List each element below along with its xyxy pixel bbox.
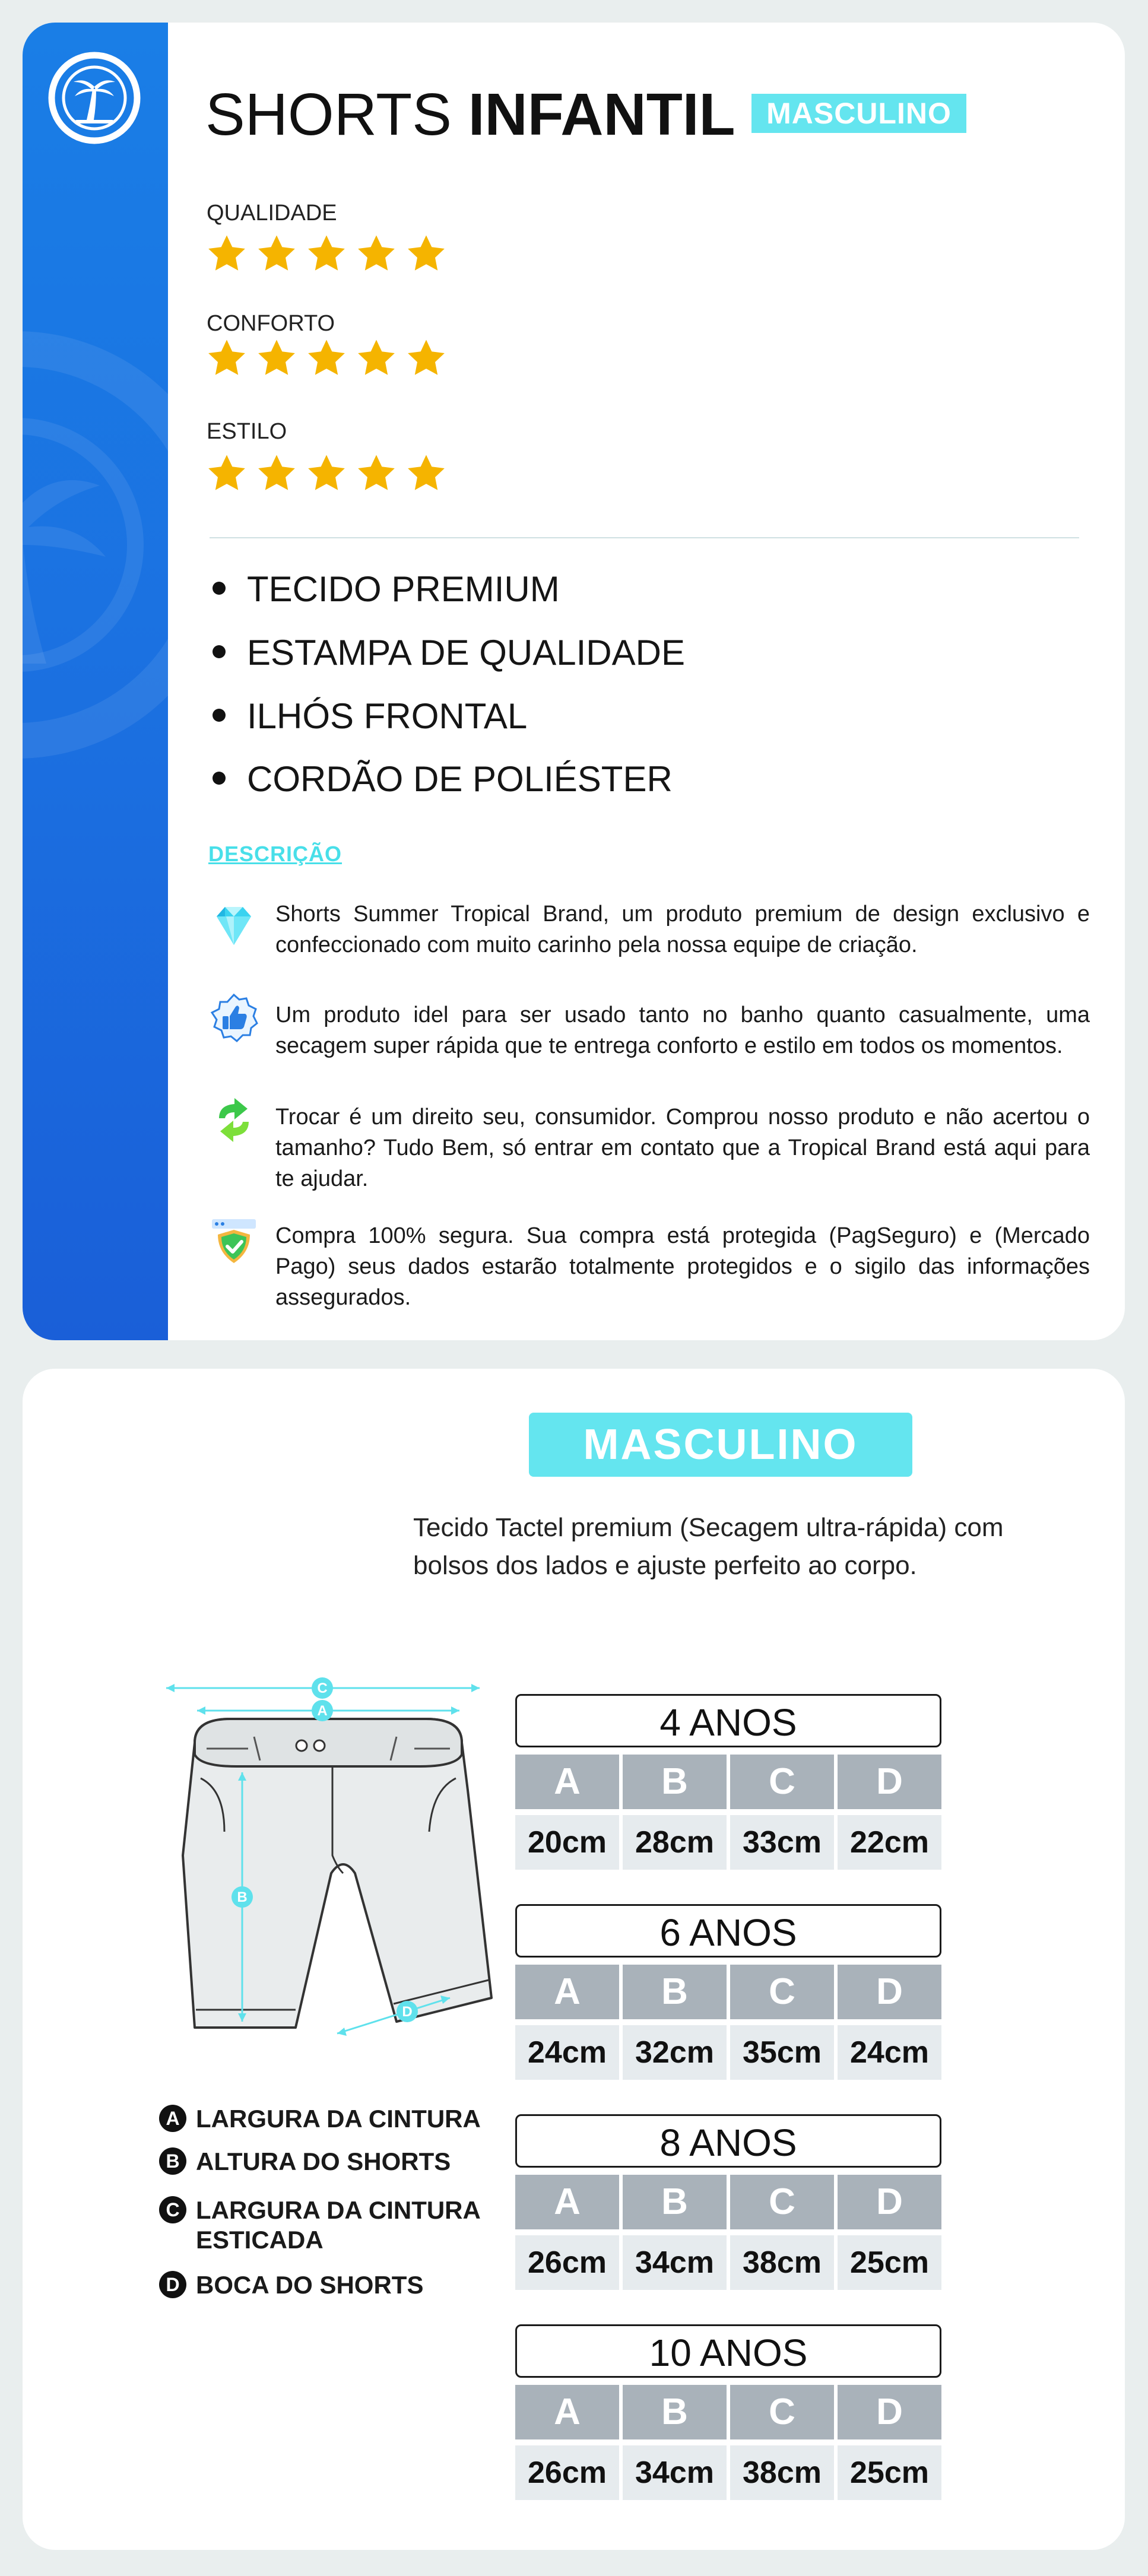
diagram-label-a: A <box>317 1703 328 1719</box>
size-columns-row: A B C D <box>515 2385 941 2439</box>
palm-tree-logo-icon <box>47 51 141 145</box>
star-icon <box>205 233 248 275</box>
feature-item: TECIDO PREMIUM <box>213 569 560 610</box>
rating-label-style: ESTILO <box>207 419 287 444</box>
star-icon <box>355 337 398 380</box>
exchange-arrows-icon <box>208 1095 259 1146</box>
star-icon <box>305 233 348 275</box>
feature-item: ILHÓS FRONTAL <box>213 696 527 737</box>
diagram-label-c: C <box>317 1680 328 1696</box>
star-icon <box>205 337 248 380</box>
section-divider <box>210 537 1079 538</box>
diagram-label-d: D <box>402 2004 413 2020</box>
description-text: Shorts Summer Tropical Brand, um produto premium de design exclusivo e confeccionado com muito carinho pela nossa equipe de criação. <box>275 902 1090 957</box>
size-values-row: 26cm 34cm 38cm 25cm <box>515 2445 941 2500</box>
thumbs-up-badge-icon <box>208 992 259 1043</box>
diagram-label-b: B <box>237 1889 248 1905</box>
star-icon <box>305 452 348 495</box>
rating-label-quality: QUALIDADE <box>207 201 337 226</box>
rating-stars-quality <box>205 233 448 275</box>
feature-item: ESTAMPA DE QUALIDADE <box>213 632 685 673</box>
size-columns-row: A B C D <box>515 1755 941 1809</box>
diamond-icon <box>208 900 259 951</box>
rating-label-comfort: CONFORTO <box>207 311 335 336</box>
size-values-row: 24cm 32cm 35cm 24cm <box>515 2025 941 2080</box>
size-chart-card: MASCULINO Tecido Tactel premium (Secagem ultra-rápida) com bolsos dos lados e ajuste perfeito ao corpo. C A B D A LARGURA DA CINTURA B ALTURA DO SHORTS C LARGURA DA CINTURA ESTICADA D BOCA DO SHORTS 4 ANOS A B C D 20cm 28cm 33cm 22cm 6 ANOS A B C D 24cm 32cm 35cm 24cm 8 ANOS A B C D 26cm 34cm 38cm 25cm 10 ANOS A B C D 26cm 34cm 38cm 25cm <box>23 1369 1125 2550</box>
feature-item: CORDÃO DE POLIÉSTER <box>213 759 673 800</box>
description-heading: DESCRIÇÃO <box>208 842 343 866</box>
fabric-description: Tecido Tactel premium (Secagem ultra-rápida) com bolsos dos lados e ajuste perfeito ao corpo. <box>413 1513 1004 1580</box>
sidebar-watermark-icon <box>23 189 168 901</box>
star-icon <box>405 452 448 495</box>
brand-sidebar <box>23 23 168 1340</box>
size-header: 10 ANOS <box>515 2324 941 2378</box>
rating-stars-comfort <box>205 337 448 380</box>
star-icon <box>255 452 298 495</box>
star-icon <box>405 233 448 275</box>
product-info-card <box>23 23 1125 1340</box>
shorts-measurement-diagram <box>159 1677 515 2105</box>
size-category-badge: MASCULINO <box>529 1413 912 1477</box>
size-header: 4 ANOS <box>515 1694 941 1747</box>
description-text: Compra 100% segura. Sua compra está protegida (PagSeguro) e (Mercado Pago) seus dados estarão totalmente protegidos e o sigilo das informações assegurados. <box>275 1223 1090 1310</box>
size-header: 8 ANOS <box>515 2114 941 2168</box>
legend-item: C LARGURA DA CINTURA ESTICADA <box>159 2196 527 2255</box>
star-icon <box>205 452 248 495</box>
category-badge: MASCULINO <box>751 94 966 133</box>
star-icon <box>255 337 298 380</box>
size-values-row: 20cm 28cm 33cm 22cm <box>515 1815 941 1870</box>
size-columns-row: A B C D <box>515 1965 941 2019</box>
rating-stars-style <box>205 452 448 495</box>
size-header: 6 ANOS <box>515 1904 941 1958</box>
description-text: Trocar é um direito seu, consumidor. Comprou nosso produto e não acertou o tamanho? Tudo Bem, só entrar em contato que a Tropical Brand está aqui para te ajudar. <box>275 1105 1090 1191</box>
star-icon <box>405 337 448 380</box>
description-text: Um produto idel para ser usado tanto no banho quanto casualmente, uma secagem super rápida que te entrega conforto e estilo em todos os momentos. <box>275 1003 1090 1058</box>
star-icon <box>255 233 298 275</box>
size-values-row: 26cm 34cm 38cm 25cm <box>515 2235 941 2290</box>
size-columns-row: A B C D <box>515 2175 941 2229</box>
star-icon <box>355 452 398 495</box>
secure-shield-icon <box>208 1216 259 1267</box>
star-icon <box>355 233 398 275</box>
page-title: SHORTS INFANTIL <box>205 81 735 148</box>
star-icon <box>305 337 348 380</box>
